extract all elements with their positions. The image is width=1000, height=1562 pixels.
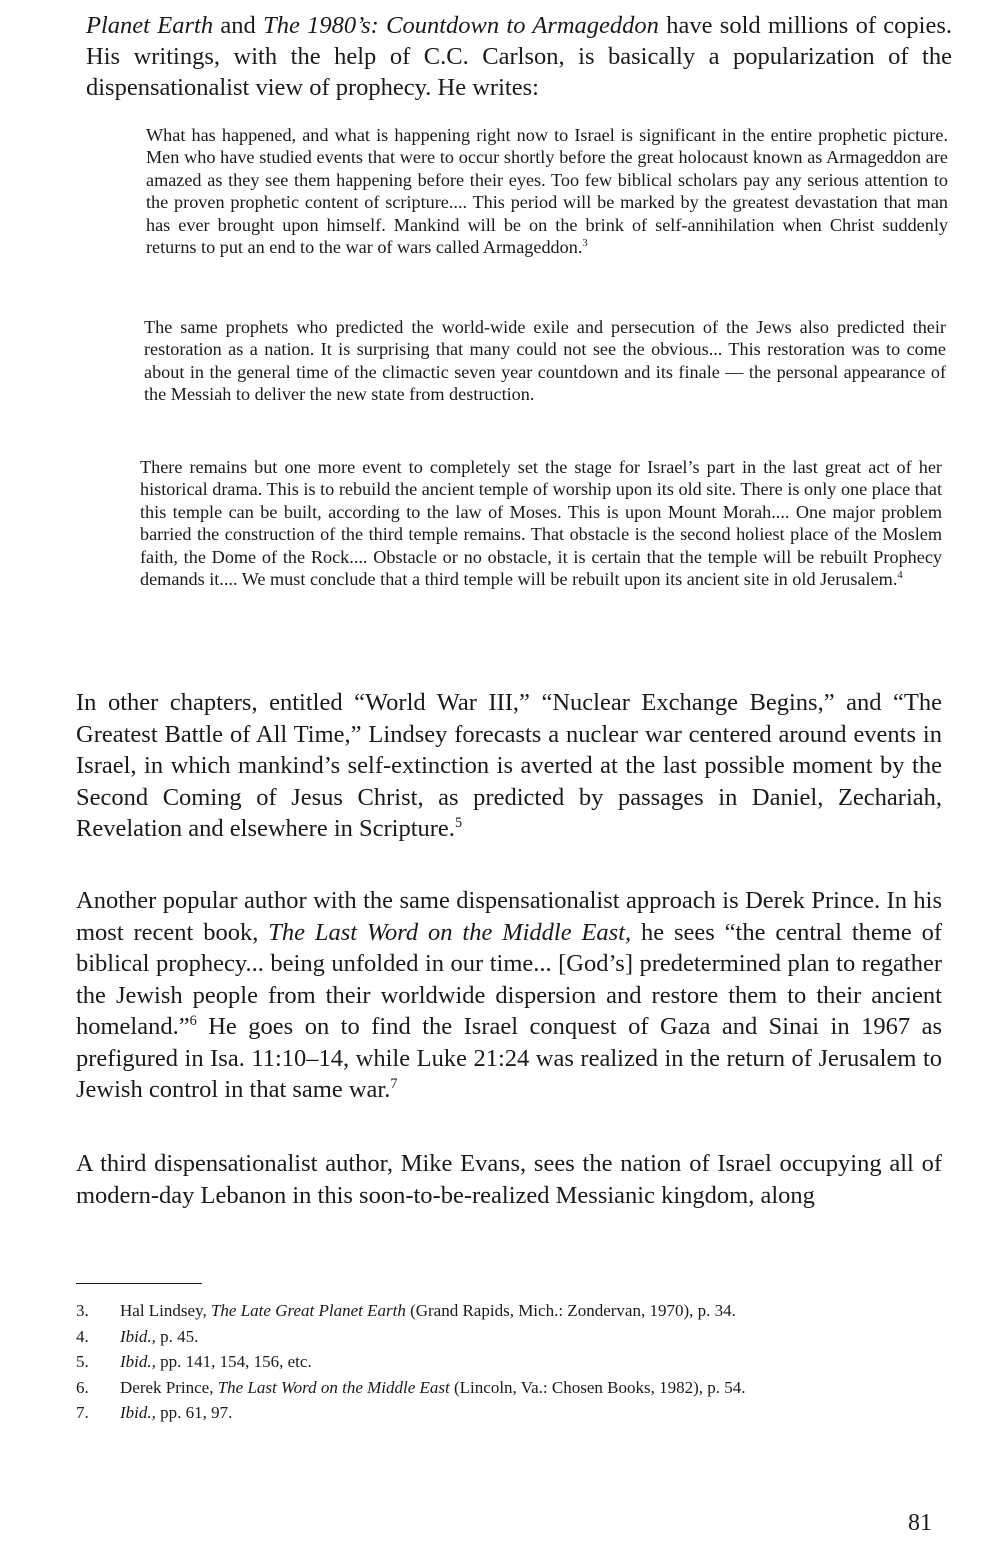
footnote-4	[76, 1324, 956, 1350]
footnote-number: 7.	[76, 1403, 89, 1422]
intro-text-1: and	[213, 12, 264, 39]
footnote-text: Hal Lindsey, The Late Great Planet Earth (Grand Rapids, Mich.: Zondervan, 1970), p. 34.	[120, 1301, 736, 1320]
footnote-ref-4: 4	[897, 569, 903, 581]
footnote-number: 6.	[76, 1377, 89, 1397]
footnote-number: 5.	[76, 1352, 89, 1371]
quote-1-text: What has happened, and what is happening right now to Israel is significant in the entire prophetic picture. Men who have studied events that were to occur shortly before the great holocaust known as Armageddon are amazed as they see them happening before their eyes. Too few biblical scholars pay any serious attention to the proven prophetic content of scripture.... This period will be marked by the greatest devastation that man has ever brought upon himself. Mankind will be on the brink of self-annihilation when Christ suddenly returns to put an end to the war of wars called Armageddon.	[146, 125, 948, 258]
footnote-text: Ibid., p. 45.	[120, 1326, 199, 1346]
block-quote-3	[140, 456, 942, 590]
footnote-text: Ibid., pp. 61, 97.	[120, 1403, 233, 1422]
page-number: 81	[908, 1510, 932, 1536]
book-title-planet-earth: Planet Earth	[86, 12, 214, 39]
footnote-3	[76, 1298, 956, 1324]
footnote-text: Ibid., pp. 141, 154, 156, etc.	[120, 1352, 312, 1371]
body-paragraph-1	[76, 687, 942, 845]
paragraph-2-text-a: Another popular author with the same dispensationalist approach is Derek Prince. In his most recent book,	[76, 887, 942, 946]
footnote-number: 3.	[76, 1301, 89, 1320]
footnote-ref-5: 5	[454, 814, 463, 831]
body-paragraph-3	[76, 1148, 942, 1211]
footnote-text: Derek Prince, The Last Word on the Middle East (Lincoln, Va.: Chosen Books, 1982), p. 54.	[120, 1377, 746, 1397]
paragraph-1-text: In other chapters, entitled “World War III,” “Nuclear Exchange Begins,” and “The Greatest Battle of All Time,” Lindsey forecasts a nuclear war centered around events in Israel, in which mankind’s self-extinction is averted at the last possible moment by the Second Coming of Jesus Christ, as predicted by passages in Daniel, Zechariah, Revelation and elsewhere in Scripture.	[76, 689, 942, 842]
intro-text-2: have sold millions of copies. His writings, with the help of C.C. Carlson, is basically a popularization of the dispensationalist view of prophecy. He writes:	[86, 12, 953, 101]
quote-3-text: There remains but one more event to completely set the stage for Israel’s part in the last great act of her historical drama. This is to rebuild the ancient temple of worship upon its old site. There is only one place that this temple can be built, according to the law of Moses. This is upon Mount Morah.... One major problem barried the construction of the third temple remains. That obstacle is the second holiest place of the Moslem faith, the Dome of the Rock.... Obstacle or no obstacle, it is certain that the temple will be rebuilt Prophecy demands it.... We must conclude that a third temple will be rebuilt upon its ancient site in old Jerusalem.	[140, 457, 942, 590]
block-quote-2	[144, 316, 946, 406]
footnote-number: 4.	[76, 1326, 89, 1346]
paragraph-3-text: A third dispensationalist author, Mike Evans, sees the nation of Israel occupying all of modern-day Lebanon in this soon-to-be-realized Messianic kingdom, along	[76, 1150, 942, 1209]
book-title-countdown: The 1980’s: Countdown to Armageddon	[263, 12, 659, 39]
block-quote-1	[146, 124, 948, 258]
footnote-ref-7: 7	[390, 1075, 398, 1092]
footnote-ref-6: 6	[189, 1012, 197, 1029]
intro-paragraph	[86, 10, 952, 103]
paragraph-2-text-b: he sees “the central theme of biblical prophecy... being unfolded in our time... [God’s] predetermined plan to regather the Jewish people from their worldwide dispersion and restore them to their ancient homeland.”	[76, 918, 942, 1040]
footnotes	[76, 1298, 956, 1426]
book-title-last-word: The Last Word on the Middle East,	[268, 918, 632, 946]
paragraph-2-text-c: He goes on to find the Israel conquest of Gaza and Sinai in 1967 as prefigured in Isa. 11:10–14, while Luke 21:24 was realized in the return of Jerusalem to Jewish control in that same war.	[76, 1013, 942, 1103]
footnote-divider	[76, 1283, 202, 1284]
quote-2-text: The same prophets who predicted the world-wide exile and persecution of the Jews also predicted their restoration as a nation. It is surprising that many could not see the obvious... This restoration was to come about in the general time of the climactic seven year countdown and its finale — the personal appearance of the Messiah to deliver the new state from destruction.	[144, 317, 946, 405]
footnote-ref-3: 3	[582, 237, 588, 249]
body-paragraph-2	[76, 885, 942, 1106]
footnote-6	[76, 1375, 956, 1401]
footnote-7	[76, 1400, 956, 1426]
footnote-5	[76, 1349, 956, 1375]
